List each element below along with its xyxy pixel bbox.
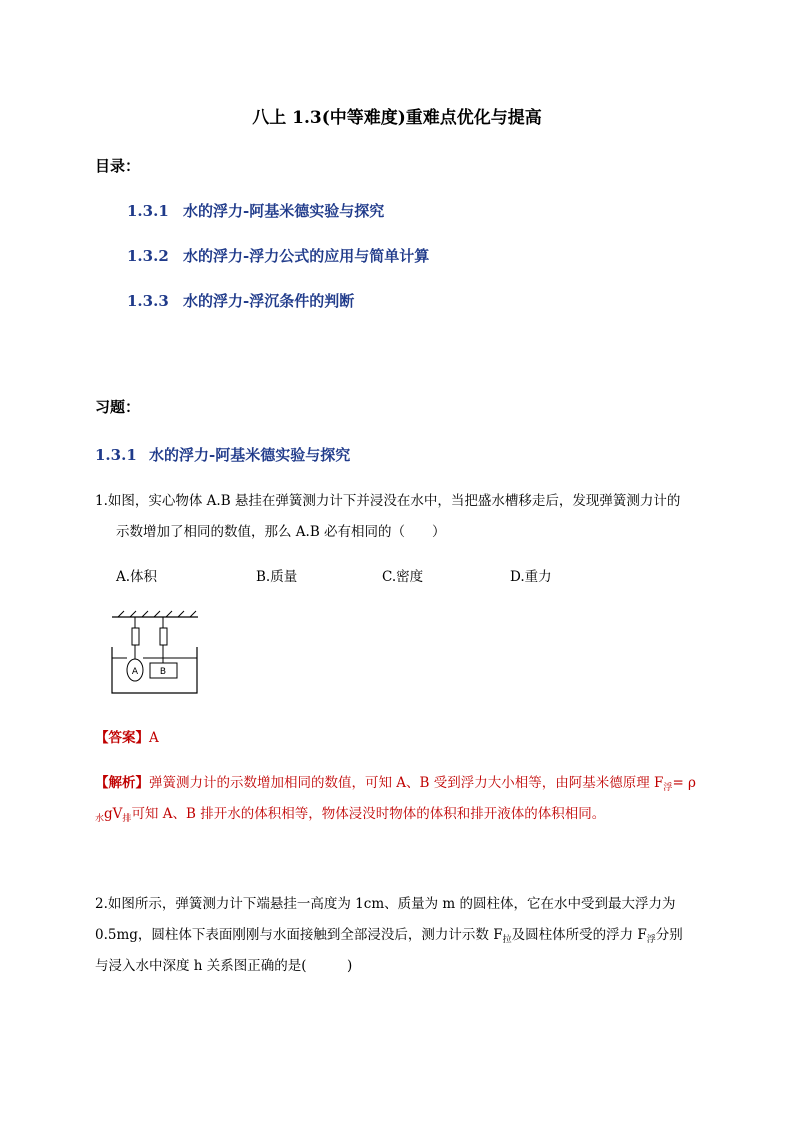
analysis-subscript: 排 [122,814,132,824]
analysis-formula: gV [104,806,123,822]
analysis-text: 可知 A、B 排开水的体积相等，物体浸没时物体的体积和排开液体的体积相同。 [131,806,606,822]
option-b[interactable]: B.质量 [256,569,298,585]
q1-analysis-line1 [95,771,696,793]
toc-item-3[interactable] [127,290,354,311]
q2-text: 分别 [655,927,683,943]
toc-label: 目录： [95,157,141,175]
analysis-text: 弹簧测力计的示数增加相同的数值，可知 A、B 受到浮力大小相等，由阿基米德原理 F [149,775,664,791]
section-number: 1.3.1 [95,446,137,464]
q1-answer [95,726,159,746]
q2-text: 及圆柱体所受的浮力 F [511,927,647,943]
q2-text-line3: 与浸入水中深度 h 关系图正确的是( ) [95,958,353,974]
answer-label: 【答案】 [95,730,149,746]
option-c[interactable]: C.密度 [382,569,424,585]
q2-text-line1: 2.如图所示，弹簧测力计下端悬挂一高度为 1cm、质量为 m 的圆柱体，它在水中受到最大浮力为 [95,896,676,912]
q2-text: 0.5mg，圆柱体下表面刚刚与水面接触到全部浸没后，测力计示数 F [95,927,503,943]
q1-text-line2: 示数增加了相同的数值，那么 A.B 必有相同的（ ） [116,524,446,540]
toc-item-2[interactable] [127,245,429,266]
toc-item-text: 水的浮力-浮沉条件的判断 [183,292,355,310]
q1-options [116,565,552,585]
q2-subscript: 浮 [646,935,656,945]
analysis-equals: = ρ [672,775,696,791]
figure-label-b: B [159,667,167,677]
analysis-label: 【解析】 [95,775,149,791]
page-title: 八上 1.3(中等难度)重难点优化与提高 [252,108,542,128]
option-a[interactable]: A.体积 [116,569,158,585]
figure-label-a: A [131,667,139,677]
toc-item-1[interactable] [127,200,384,221]
q1-text-line1: 1.如图，实心物体 A.B 悬挂在弹簧测力计下并浸没在水中，当把盛水槽移走后，发现弹簧测力计的 [95,493,681,509]
toc-item-number: 1.3.3 [127,292,169,310]
section-heading [95,444,350,465]
analysis-subscript: 水 [95,814,105,824]
section-text: 水的浮力-阿基米德实验与探究 [149,446,351,464]
answer-value: A [149,730,159,746]
q2-text-line2 [95,923,683,945]
toc-item-number: 1.3.1 [127,202,169,220]
option-d[interactable]: D.重力 [510,569,552,585]
toc-item-text: 水的浮力-浮力公式的应用与简单计算 [183,247,430,265]
q2-subscript: 拉 [502,935,512,945]
toc-item-number: 1.3.2 [127,247,169,265]
analysis-subscript: 浮 [663,783,673,793]
q1-figure [108,610,200,696]
toc-item-text: 水的浮力-阿基米德实验与探究 [183,202,385,220]
exercises-label: 习题： [95,398,141,416]
q1-analysis-line2 [95,802,605,824]
